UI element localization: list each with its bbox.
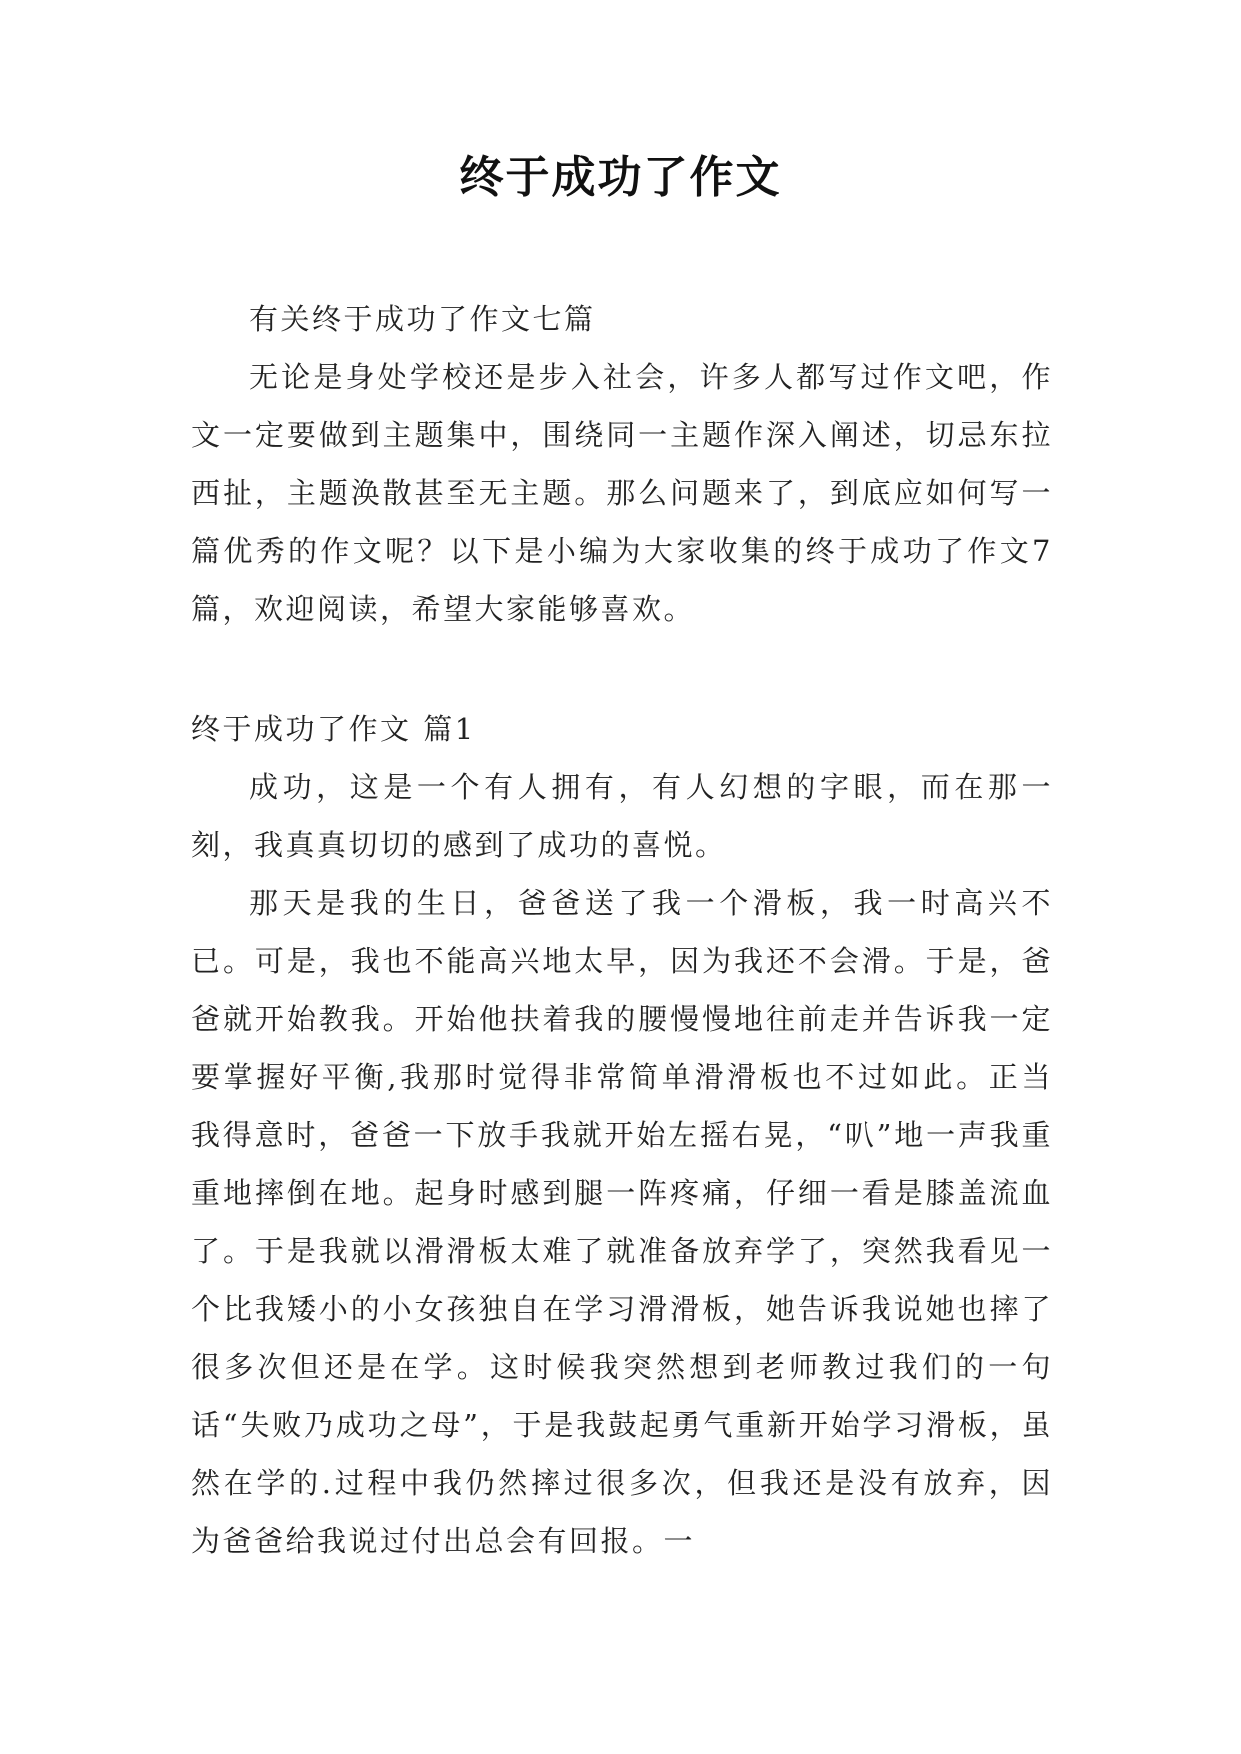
intro-paragraph-text: 无论是身处学校还是步入社会，许多人都写过作文吧，作文一定要做到主题集中，围绕同一主题作深入阐述，切忌东拉西扯，主题涣散甚至无主题。那么问题来了，到底应如何写一篇优秀的作文呢？以下是小编为大家收集的终于成功了作文7篇，欢迎阅读，希望大家能够喜欢。 bbox=[191, 360, 1053, 626]
section-heading: 终于成功了作文 篇1 bbox=[191, 712, 476, 746]
lead-line bbox=[191, 290, 1053, 348]
essay-paragraph: 成功，这是一个有人拥有，有人幻想的字眼，而在那一刻，我真真切切的感到了成功的喜悦。 bbox=[191, 770, 1053, 862]
essay-body bbox=[191, 758, 1053, 1570]
document-title: 终于成功了作文 bbox=[459, 152, 782, 203]
lead-line-text: 有关终于成功了作文七篇 bbox=[249, 302, 596, 336]
essay-paragraph: 那天是我的生日，爸爸送了我一个滑板，我一时高兴不已。可是，我也不能高兴地太早，因为我还不会滑。于是，爸爸就开始教我。开始他扶着我的腰慢慢地往前走并告诉我一定要掌握好平衡,我那时觉得非常简单滑滑板也不过如此。正当我得意时，爸爸一下放手我就开始左摇右晃，“叭”地一声我重重地摔倒在地。起身时感到腿一阵疼痛，仔细一看是膝盖流血了。于是我就以滑滑板太难了就准备放弃学了，突然我看见一个比我矮小的小女孩独自在学习滑滑板，她告诉我说她也摔了很多次但还是在学。这时候我突然想到老师教过我们的一句话“失败乃成功之母”，于是我鼓起勇气重新开始学习滑板，虽然在学的.过程中我仍然摔过很多次，但我还是没有放弃，因为爸爸给我说过付出总会有回报。一 bbox=[191, 886, 1053, 1558]
intro-paragraph bbox=[191, 348, 1053, 638]
